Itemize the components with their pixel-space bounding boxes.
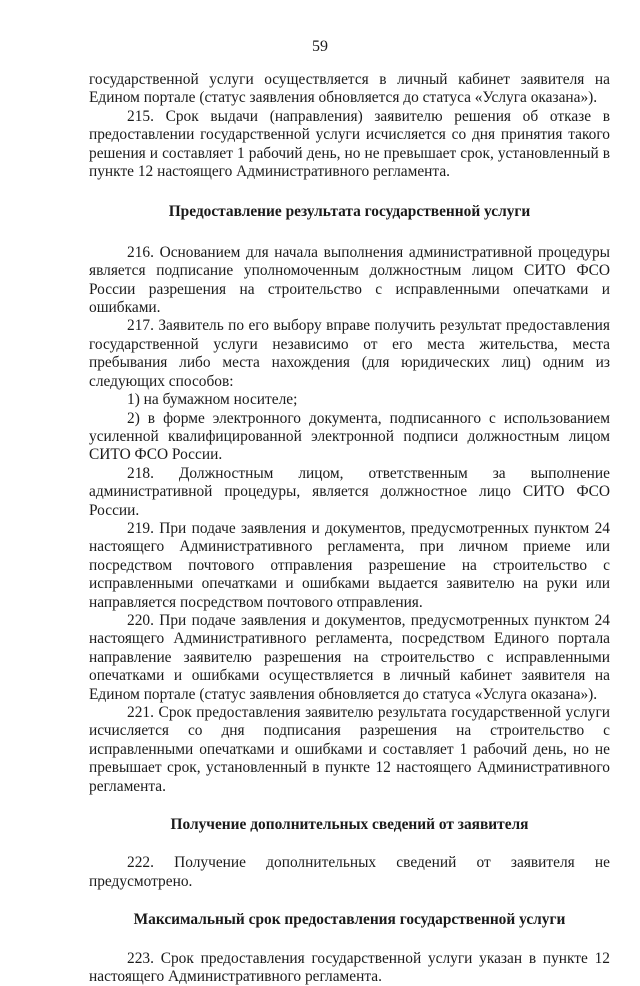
paragraph-217-item-2: 2) в форме электронного документа, подписанного с использованием усиленной квалифицированной электронной подписи должностным лицом СИТО ФСО России. xyxy=(89,409,610,464)
page-number: 59 xyxy=(312,38,328,55)
paragraph-217: 217. Заявитель по его выбору вправе получить результат предоставления государственной услуги независимо от его места жительства, места пребывания либо места нахождения (для юридических лиц) одним из следующих способов: xyxy=(89,317,610,390)
paragraph-221: 221. Срок предоставления заявителю результата государственной услуги исчисляется со дня подписания разрешения на строительство с исправленными опечатками и ошибками и составляет 1 рабочий день, но не превышает срок, установленный в пункте 12 настоящего Административного регламента. xyxy=(89,704,610,795)
section-heading-result: Предоставление результата государственной услуги xyxy=(168,203,531,221)
paragraph-218: 218. Должностным лицом, ответственным за выполнение административной процедуры, является должностное лицо СИТО ФСО России. xyxy=(89,464,610,519)
paragraph-217-item-1: 1) на бумажном носителе; xyxy=(127,391,298,409)
section-heading-max-term: Максимальный срок предоставления государственной услуги xyxy=(133,911,566,929)
paragraph-continuation: государственной услуги осуществляется в личный кабинет заявителя на Едином портале (статус заявления обновляется до статуса «Услуга оказана»). xyxy=(89,71,610,107)
paragraph-223: 223. Срок предоставления государственной услуги указан в пункте 12 настоящего Административного регламента. xyxy=(89,949,610,986)
section-heading-additional-info: Получение дополнительных сведений от заявителя xyxy=(170,816,529,834)
document-body xyxy=(89,71,610,986)
paragraph-216: 216. Основанием для начала выполнения административной процедуры является подписание уполномоченным должностным лицом СИТО ФСО России разрешения на строительство с исправленными опечатками и ошибками. xyxy=(89,243,610,317)
paragraph-219: 219. При подаче заявления и документов, предусмотренных пунктом 24 настоящего Административного регламента, при личном приеме или посредством почтового отправления разрешение на строительство с исправленными опечатками и ошибками выдается заявителю на руки или направляется посредством почтового отправления. xyxy=(89,519,610,611)
paragraph-222: 222. Получение дополнительных сведений от заявителя не предусмотрено. xyxy=(89,854,610,890)
paragraph-220: 220. При подаче заявления и документов, предусмотренных пунктом 24 настоящего Административного регламента, посредством Единого портала направление заявителю разрешения на строительство с исправленными опечатками и ошибками осуществляется в личный кабинет заявителя на Едином портале (статус заявления обновляется до статуса «Услуга оказана»). xyxy=(89,611,610,703)
paragraph-215: 215. Срок выдачи (направления) заявителю решения об отказе в предоставлении государственной услуги исчисляется со дня принятия такого решения и составляет 1 рабочий день, но не превышает срок, установленный в пункте 12 настоящего Административного регламента. xyxy=(89,107,610,181)
